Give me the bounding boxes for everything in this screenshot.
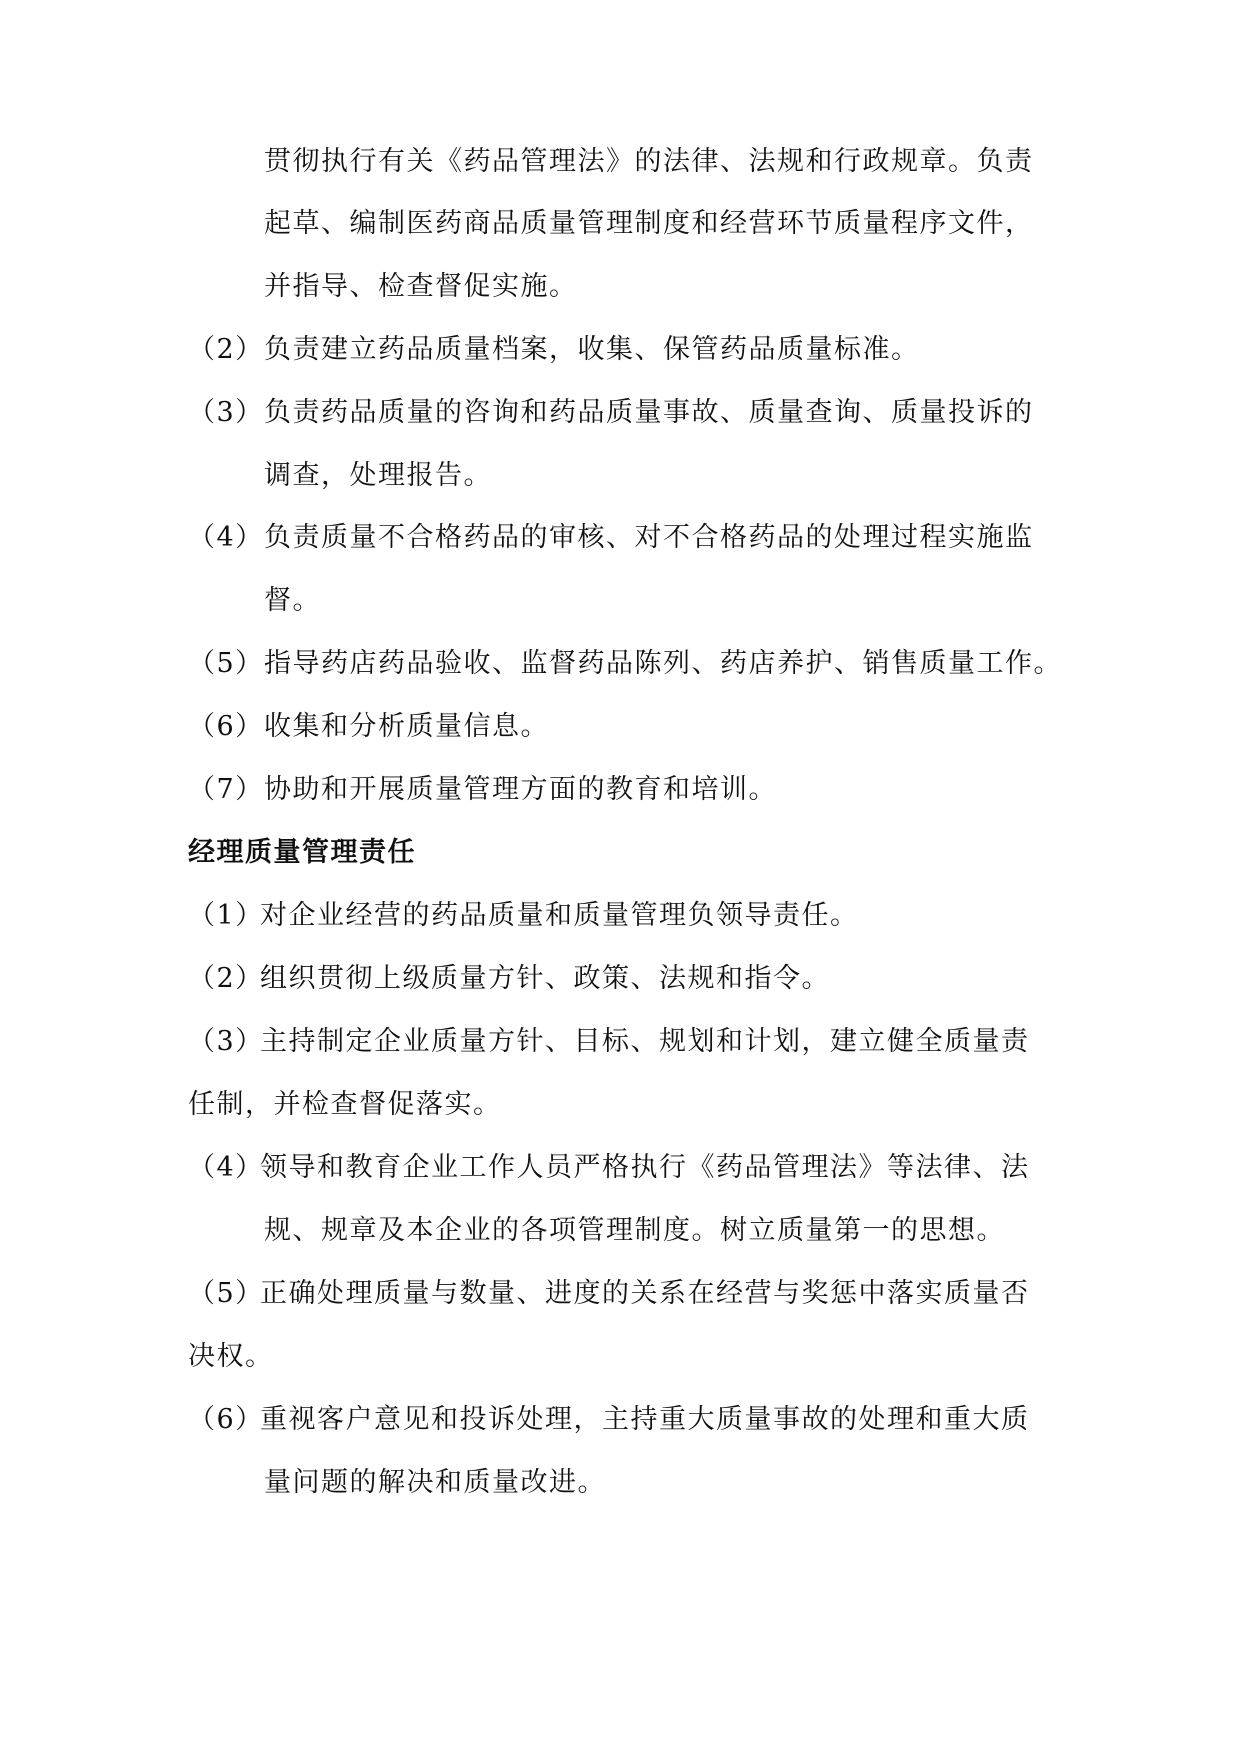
- section-heading: 经理质量管理责任: [188, 837, 416, 868]
- s1-item-4-number: （4）: [188, 522, 264, 553]
- s1-item-7: [188, 770, 777, 810]
- s2-item-6-line-2: 量问题的解决和质量改进。: [264, 1467, 606, 1498]
- s1-item-3: [188, 393, 1034, 433]
- s2-item-5-line-2: 决权。: [188, 1341, 274, 1372]
- s2-item-4-line-2: 规、规章及本企业的各项管理制度。树立质量第一的思想。: [264, 1215, 1005, 1246]
- s1-item-2: [188, 330, 920, 370]
- s1-item-4: [188, 518, 1034, 558]
- s1-item-5-number: （5）: [188, 648, 264, 679]
- s1-item-7-line-1: 协助和开展质量管理方面的教育和培训。: [264, 774, 777, 805]
- s2-item-4-line-1: 领导和教育企业工作人员严格执行《药品管理法》等法律、法: [260, 1152, 1030, 1183]
- s2-item-1: [188, 896, 859, 936]
- s2-item-3-line-2: 任制，并检查督促落实。: [188, 1089, 502, 1120]
- s1-item-5-line-1: 指导药店药品验收、监督药品陈列、药店养护、销售质量工作。: [264, 648, 1062, 679]
- s2-item-6: [188, 1400, 1030, 1440]
- s1-item-4-line-1: 负责质量不合格药品的审核、对不合格药品的处理过程实施监: [264, 522, 1034, 553]
- s1-item-6-number: （6）: [188, 711, 264, 742]
- s1-item-2-number: （2）: [188, 334, 264, 365]
- s2-item-5: [188, 1274, 1030, 1314]
- s1-item-3-number: （3）: [188, 397, 264, 428]
- s2-item-5-line-1: 正确处理质量与数量、进度的关系在经营与奖惩中落实质量否: [260, 1278, 1030, 1309]
- s2-item-5-number: （5）: [188, 1278, 264, 1309]
- s1-item-6: [188, 707, 549, 747]
- s2-item-2: [188, 959, 830, 999]
- s2-item-2-line-1: 组织贯彻上级质量方针、政策、法规和指令。: [260, 963, 830, 994]
- s2-item-6-line-1: 重视客户意见和投诉处理，主持重大质量事故的处理和重大质: [260, 1404, 1030, 1435]
- s1-continuation-line-1: 贯彻执行有关《药品管理法》的法律、法规和行政规章。负责: [264, 146, 1034, 177]
- s1-item-3-line-2: 调查，处理报告。: [264, 460, 492, 491]
- s1-item-5: [188, 644, 1062, 684]
- s2-item-4: [188, 1148, 1030, 1188]
- s2-item-3-number: （3）: [188, 1026, 264, 1057]
- s1-continuation-line-3: 并指导、检查督促实施。: [264, 271, 578, 302]
- s1-item-2-line-1: 负责建立药品质量档案，收集、保管药品质量标准。: [264, 334, 920, 365]
- s2-item-6-number: （6）: [188, 1404, 264, 1435]
- s2-item-4-number: （4）: [188, 1152, 264, 1183]
- s2-item-1-number: （1）: [188, 900, 264, 931]
- s1-continuation-line-2: 起草、编制医药商品质量管理制度和经营环节质量程序文件，: [264, 208, 1034, 239]
- s1-item-6-line-1: 收集和分析质量信息。: [264, 711, 549, 742]
- s2-item-3: [188, 1022, 1030, 1062]
- s2-item-2-number: （2）: [188, 963, 264, 994]
- s2-item-3-line-1: 主持制定企业质量方针、目标、规划和计划，建立健全质量责: [260, 1026, 1030, 1057]
- s1-item-4-line-2: 督。: [264, 585, 321, 616]
- s1-item-3-line-1: 负责药品质量的咨询和药品质量事故、质量查询、质量投诉的: [264, 397, 1034, 428]
- s2-item-1-line-1: 对企业经营的药品质量和质量管理负领导责任。: [260, 900, 859, 931]
- s1-item-7-number: （7）: [188, 774, 264, 805]
